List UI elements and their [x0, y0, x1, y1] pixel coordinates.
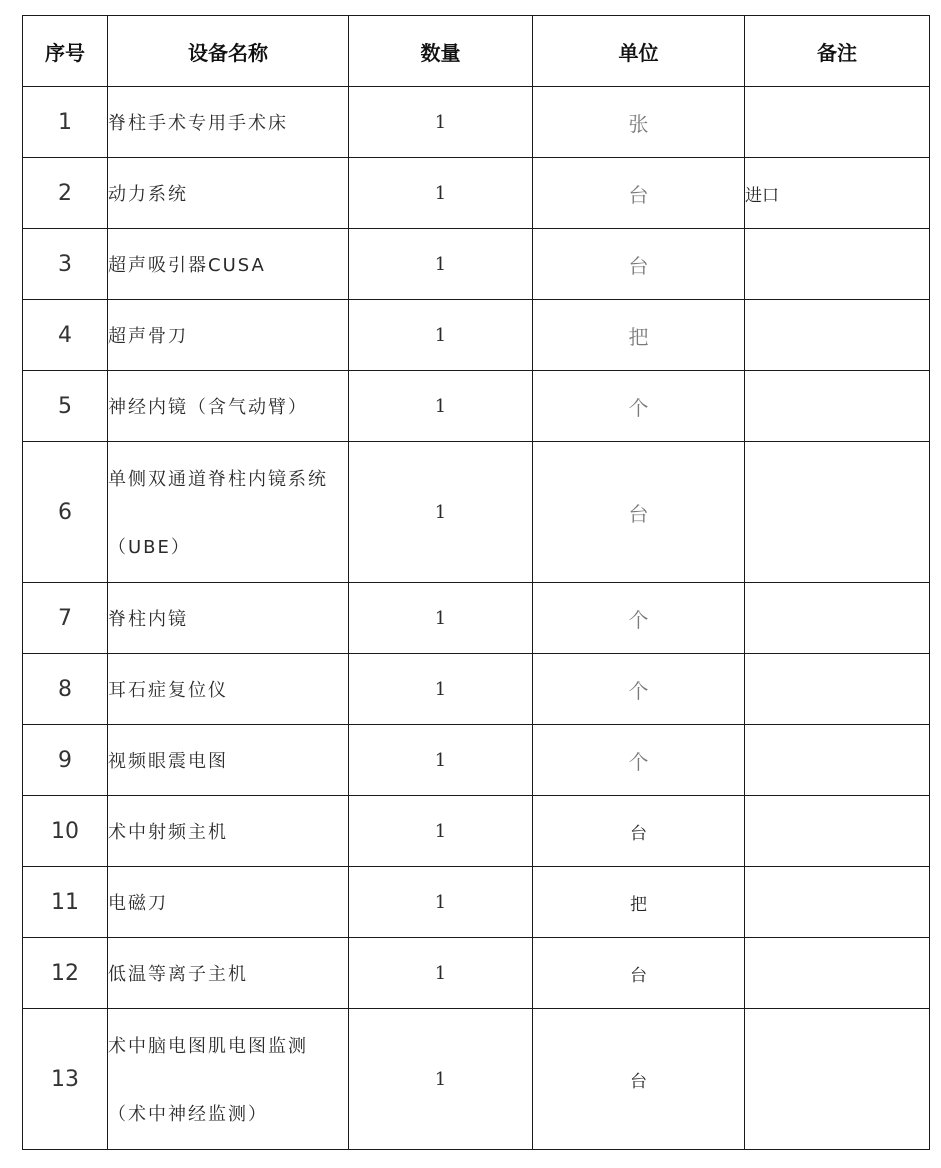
cell-name-line1: 术中脑电图肌电图监测	[108, 1036, 308, 1057]
table-row	[23, 87, 930, 158]
cell-name	[108, 1009, 349, 1150]
cell-qty: 1	[349, 725, 533, 796]
cell-seq: 4	[23, 300, 108, 371]
cell-seq: 8	[23, 654, 108, 725]
header-note: 备注	[745, 16, 930, 87]
cell-qty: 1	[349, 158, 533, 229]
cell-note	[745, 796, 930, 867]
table-row	[23, 1009, 930, 1150]
cell-unit: 个	[533, 371, 745, 442]
cell-qty: 1	[349, 938, 533, 1009]
cell-name: 耳石症复位仪	[108, 654, 349, 725]
table-row	[23, 725, 930, 796]
table-row	[23, 229, 930, 300]
cell-qty: 1	[349, 371, 533, 442]
cell-name: 低温等离子主机	[108, 938, 349, 1009]
cell-seq: 9	[23, 725, 108, 796]
cell-seq: 5	[23, 371, 108, 442]
cell-unit: 台	[533, 229, 745, 300]
table-row	[23, 938, 930, 1009]
cell-seq: 2	[23, 158, 108, 229]
cell-unit: 把	[533, 867, 745, 938]
cell-name: 神经内镜（含气动臂）	[108, 371, 349, 442]
equipment-table	[22, 15, 930, 1150]
cell-unit: 个	[533, 654, 745, 725]
cell-unit: 把	[533, 300, 745, 371]
cell-seq: 3	[23, 229, 108, 300]
cell-unit: 个	[533, 583, 745, 654]
table-row	[23, 442, 930, 583]
cell-note: 进口	[745, 158, 930, 229]
cell-note	[745, 938, 930, 1009]
cell-qty: 1	[349, 796, 533, 867]
table-row	[23, 583, 930, 654]
cell-note	[745, 442, 930, 583]
cell-note	[745, 229, 930, 300]
cell-name: 脊柱手术专用手术床	[108, 87, 349, 158]
cell-name: 动力系统	[108, 158, 349, 229]
header-unit: 单位	[533, 16, 745, 87]
cell-seq: 12	[23, 938, 108, 1009]
table-row	[23, 867, 930, 938]
cell-name: 超声骨刀	[108, 300, 349, 371]
cell-seq: 13	[23, 1009, 108, 1150]
header-seq: 序号	[23, 16, 108, 87]
cell-unit: 台	[533, 938, 745, 1009]
cell-qty: 1	[349, 442, 533, 583]
header-row	[23, 16, 930, 87]
cell-unit: 台	[533, 442, 745, 583]
cell-unit: 台	[533, 158, 745, 229]
cell-note	[745, 867, 930, 938]
cell-name: 超声吸引器CUSA	[108, 229, 349, 300]
header-qty: 数量	[349, 16, 533, 87]
table-row	[23, 300, 930, 371]
cell-note	[745, 1009, 930, 1150]
cell-note	[745, 300, 930, 371]
cell-qty: 1	[349, 1009, 533, 1150]
cell-unit: 台	[533, 796, 745, 867]
cell-note	[745, 87, 930, 158]
table-row	[23, 371, 930, 442]
cell-name-line1: 单侧双通道脊柱内镜系统	[108, 469, 328, 490]
cell-note	[745, 583, 930, 654]
cell-qty: 1	[349, 583, 533, 654]
cell-qty: 1	[349, 229, 533, 300]
cell-qty: 1	[349, 300, 533, 371]
cell-name: 视频眼震电图	[108, 725, 349, 796]
cell-seq: 6	[23, 442, 108, 583]
cell-qty: 1	[349, 867, 533, 938]
cell-note	[745, 371, 930, 442]
cell-name: 脊柱内镜	[108, 583, 349, 654]
cell-seq: 10	[23, 796, 108, 867]
cell-qty: 1	[349, 654, 533, 725]
header-name: 设备名称	[108, 16, 349, 87]
table-row	[23, 158, 930, 229]
cell-qty: 1	[349, 87, 533, 158]
cell-unit: 个	[533, 725, 745, 796]
table-row	[23, 796, 930, 867]
cell-name: 术中射频主机	[108, 796, 349, 867]
cell-unit: 张	[533, 87, 745, 158]
cell-note	[745, 725, 930, 796]
cell-seq: 7	[23, 583, 108, 654]
cell-seq: 11	[23, 867, 108, 938]
cell-name: 电磁刀	[108, 867, 349, 938]
cell-seq: 1	[23, 87, 108, 158]
cell-name-line2: （术中神经监测）	[108, 1104, 268, 1125]
table-row	[23, 654, 930, 725]
cell-name-line2: （UBE）	[108, 537, 191, 558]
cell-unit: 台	[533, 1009, 745, 1150]
cell-name	[108, 442, 349, 583]
cell-note	[745, 654, 930, 725]
